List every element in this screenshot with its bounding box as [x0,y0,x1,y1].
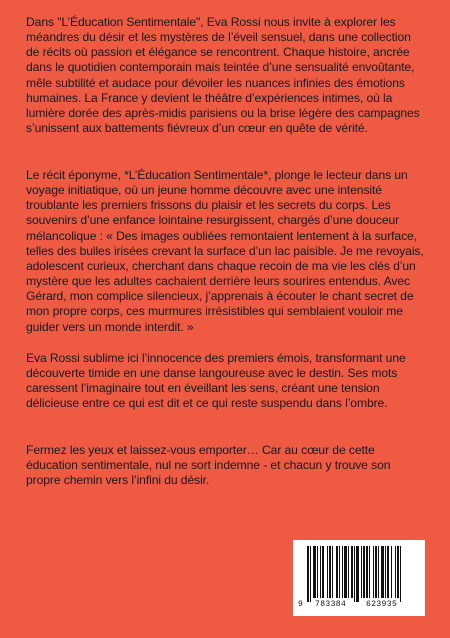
isbn-barcode [293,540,425,616]
barcode-bar [363,546,365,598]
barcode-bar [385,546,386,598]
blurb-paragraph-analysis: Eva Rossi sublime ici l’innocence des premiers émois, transformant une découverte timide en une danse langoureuse avec le destin. Ses mots caressent l’imaginaire tout en éveillant les sens, créant une tension délicieuse entre ce qui est dit et ce qui reste suspendu dans l’ombre. [26,351,406,411]
barcode-bar [375,546,377,598]
barcode-bar [391,546,392,598]
barcode-bar [400,546,401,602]
barcode-bars [293,540,425,616]
barcode-digits-left: 783384 [315,600,347,609]
barcode-bar [387,546,389,598]
barcode-bar [369,546,370,598]
barcode-bar [354,546,355,602]
barcode-bar [327,546,328,598]
barcode-bar [397,546,399,598]
barcode-bar [310,546,311,602]
barcode-bar [381,546,384,598]
barcode-bar [336,546,338,598]
barcode-bar [361,546,362,598]
barcode-bar [378,546,379,598]
barcode-bar [395,546,396,598]
barcode-bar [317,546,318,598]
barcode-bar [307,546,309,602]
barcode-bar [344,546,347,598]
barcode-bar [342,546,343,598]
barcode-bar [366,546,368,598]
barcode-bar [351,546,353,598]
barcode-digit-first: 9 [298,600,304,609]
barcode-digits-right: 623935 [366,600,398,609]
barcode-bar [339,546,340,598]
barcode-bar [322,546,324,598]
barcode-bar [348,546,349,598]
barcode-bar [373,546,374,598]
barcode-bar [332,546,333,598]
blurb-paragraph-closing: Fermez les yeux et laissez-vous emporter… Car au cœur de cette éducation sentimentale, nul ne sort indemne - et chacun y trouve son propre chemin vers l’infini du désir. [26,443,391,488]
barcode-bar [320,546,321,598]
barcode-bar [329,546,331,598]
barcode-bar [356,546,359,602]
blurb-paragraph-excerpt: Le récit éponyme, *L’Éducation Sentimentale*, plonge le lecteur dans un voyage initiatique, où un jeune homme découvre avec une intensité troublante les premiers frissons du plaisir et les secrets du corps. Les souvenirs d’une enfance lointaine resurgissent, chargés d’une douceur mélancolique : « Des images oubliées remontaient lentement à la surface, telles des bulles irisées crevant la surface d’un lac paisible. Je me revoyais, adolescent curieux, cherchant dans chaque recoin de ma vie les clés d’un mystère que les adultes cachaient derrière leurs sourires entendus. Avec Gérard, mon complice silencieux, j’apprenais à écouter le chant secret de mon propre corps, ces murmures irrésistibles qui semblaient vouloir me guider vers un monde interdit. » [26,168,424,334]
blurb-paragraph-intro: Dans "L’Éducation Sentimentale", Eva Rossi nous invite à explorer les méandres du désir et les mystères de l’éveil sensuel, dans une collection de récits où passion et élégance se rencontrent. Chaque histoire, ancrée dans le quotidien contemporain mais teintée d’une sensualité envoûtante, mêle subtilité et audace pour dévoiler les nuances infinies des émotions humaines. La France y devient le théâtre d’expériences intimes, où la lumière dorée des après-midis parisiens ou la brise légère des campagnes s’unissent aux battements fiévreux d’un cœur en quête de vérité. [26,15,420,136]
barcode-bar [313,546,316,598]
